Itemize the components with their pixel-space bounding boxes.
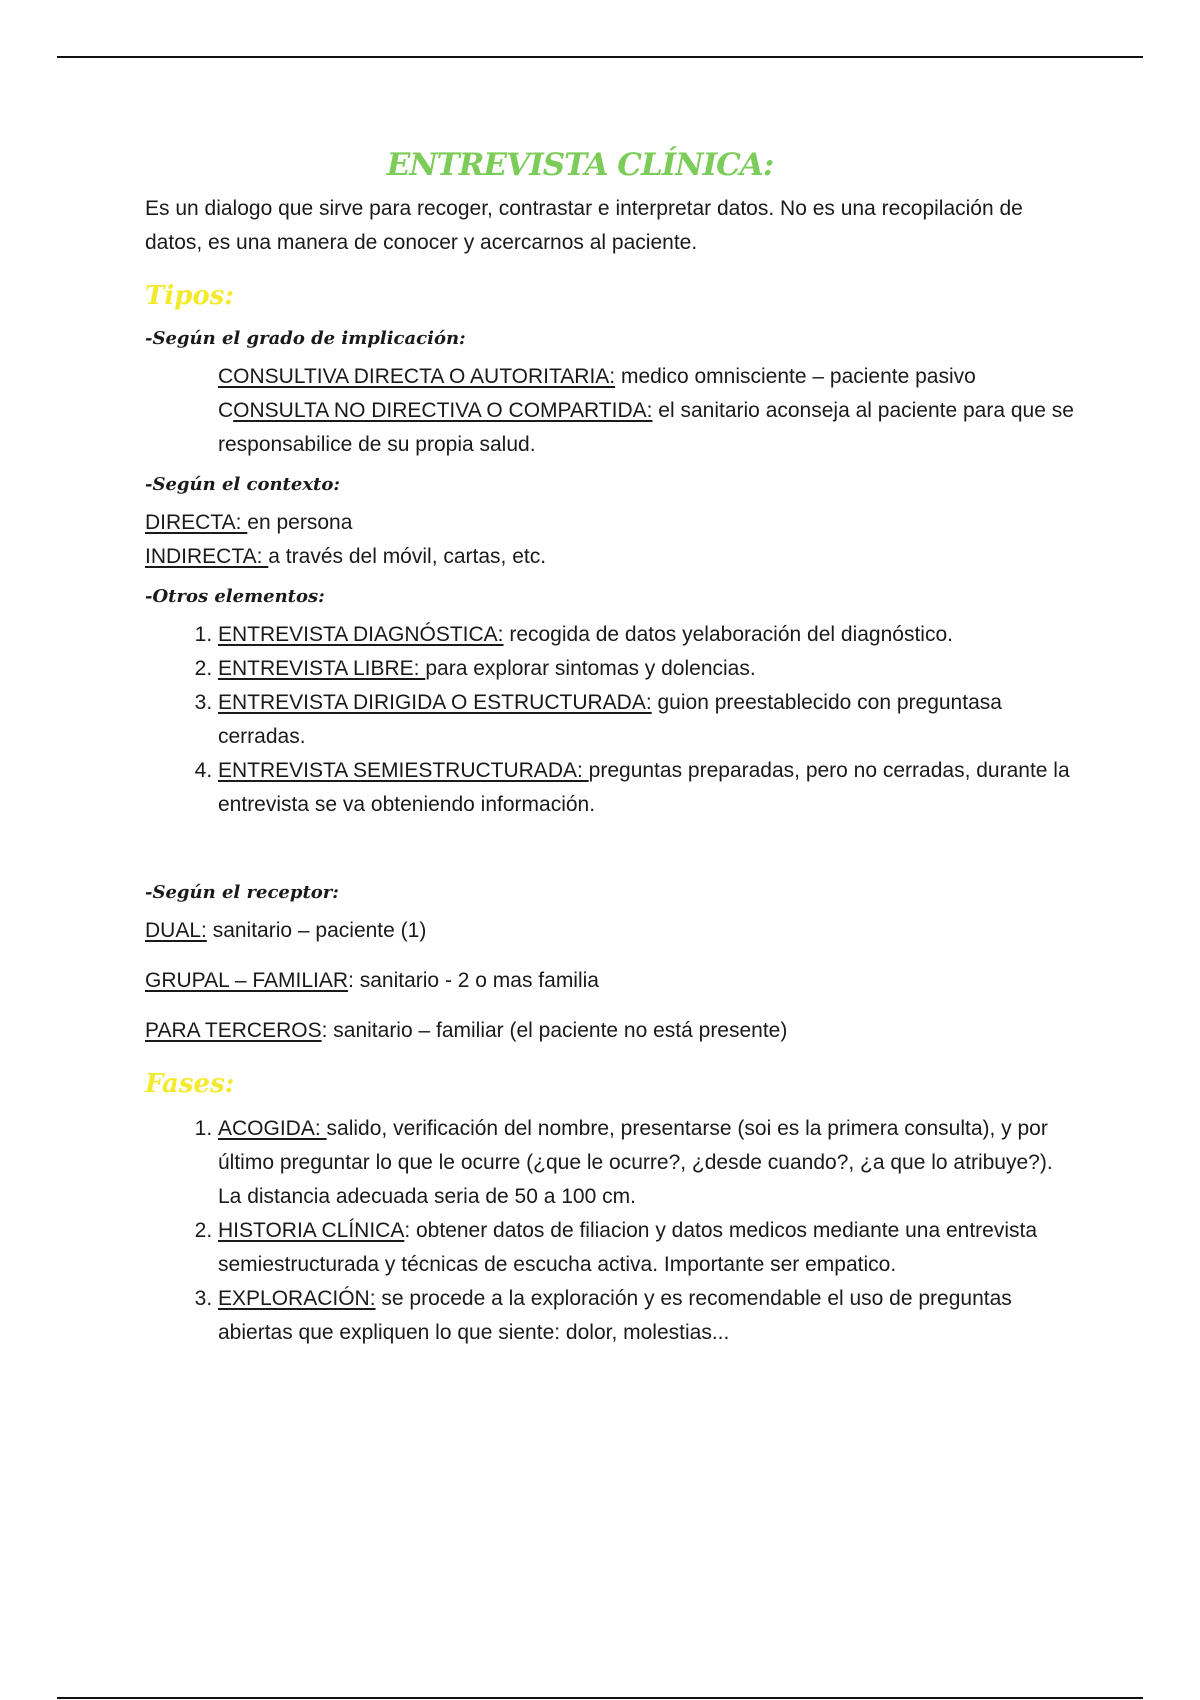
otros-text: preguntas preparadas, pero no cerradas, durante la entrevista se va obteniendo información. — [218, 759, 1070, 816]
otros-term: ENTREVISTA DIRIGIDA O ESTRUCTURADA: — [218, 691, 652, 714]
contexto-list — [145, 506, 1075, 574]
bottom-rule — [57, 1697, 1143, 1699]
implicacion-text: medico omnisciente – paciente pasivo — [615, 365, 976, 388]
list-item — [218, 1214, 1075, 1282]
contexto-item — [145, 506, 1075, 540]
top-rule — [57, 56, 1143, 58]
list-item — [218, 754, 1075, 822]
fases-text: : obtener datos de filiacion y datos medicos mediante una entrevista semiestructurada y técnicas de escucha activa. Importante ser empatico. — [218, 1219, 1038, 1276]
receptor-item — [145, 914, 1075, 948]
subheading-implicacion: -Según el grado de implicación: — [145, 328, 466, 349]
list-item — [218, 652, 1075, 686]
contexto-term: DIRECTA: — [145, 511, 248, 534]
otros-term: ENTREVISTA SEMIESTRUCTURADA: — [218, 759, 589, 782]
fases-text: se procede a la exploración y es recomendable el uso de preguntas abiertas que expliquen lo que siente: dolor, molestias... — [218, 1287, 1012, 1344]
implicacion-text: el sanitario aconseja al paciente para que se responsabilice de su propia salud. — [218, 399, 1074, 456]
list-item — [218, 1282, 1075, 1350]
receptor-text: : sanitario - 2 o mas familia — [348, 969, 599, 992]
implicacion-term: ONSULTA NO DIRECTIVA O COMPARTIDA: — [233, 399, 653, 422]
contexto-text: a través del móvil, cartas, etc. — [268, 545, 547, 568]
implicacion-item — [218, 360, 1075, 394]
fases-list — [145, 1112, 1075, 1350]
receptor-item — [145, 1014, 1075, 1048]
otros-term: ENTREVISTA DIAGNÓSTICA: — [218, 623, 504, 646]
fases-term: HISTORIA CLÍNICA — [218, 1219, 405, 1242]
receptor-list — [145, 914, 1075, 1048]
otros-text: recogida de datos yelaboración del diagnóstico. — [503, 623, 953, 646]
receptor-item — [145, 964, 1075, 998]
contexto-item — [145, 540, 1075, 574]
section-heading-tipos: Tipos: — [145, 281, 234, 311]
fases-text: salido, verificación del nombre, presentarse (soi es la primera consulta), y por último preguntar lo que le ocurre (¿que le ocurre?, ¿desde cuando?, ¿a que lo atribuye?). La distancia adecuada seria de 50 a 100 cm. — [218, 1117, 1053, 1208]
contexto-term: INDIRECTA: — [145, 545, 269, 568]
list-item — [218, 686, 1075, 754]
spacer — [145, 830, 1075, 870]
contexto-text: en persona — [247, 511, 353, 534]
otros-text: para explorar sintomas y dolencias. — [425, 657, 756, 680]
list-item — [218, 1112, 1075, 1214]
fases-term: ACOGIDA: — [218, 1117, 327, 1140]
section-heading-fases: Fases: — [145, 1069, 235, 1099]
subheading-otros: -Otros elementos: — [145, 586, 325, 607]
receptor-text: sanitario – paciente (1) — [206, 919, 427, 942]
implicacion-item — [218, 394, 1075, 462]
page-title: ENTREVISTA CLÍNICA: — [386, 147, 774, 183]
subheading-receptor: -Según el receptor: — [145, 882, 339, 903]
receptor-term: GRUPAL – FAMILIAR — [145, 969, 349, 992]
fases-term: EXPLORACIÓN: — [218, 1287, 376, 1310]
receptor-term: DUAL: — [145, 919, 207, 942]
list-item — [218, 618, 1075, 652]
receptor-term: PARA TERCEROS — [145, 1019, 322, 1042]
document-body — [145, 140, 1075, 1358]
implicacion-term: CONSULTIVA DIRECTA O AUTORITARIA: — [218, 365, 616, 388]
receptor-text: : sanitario – familiar (el paciente no está presente) — [321, 1019, 788, 1042]
otros-text: guion preestablecido con preguntasa cerradas. — [218, 691, 1002, 748]
otros-term: ENTREVISTA LIBRE: — [218, 657, 426, 680]
subheading-contexto: -Según el contexto: — [145, 474, 341, 495]
otros-list — [145, 618, 1075, 822]
intro-paragraph: Es un dialogo que sirve para recoger, contrastar e interpretar datos. No es una recopilación de datos, es una manera de conocer y acercarnos al paciente. — [145, 197, 1023, 254]
implicacion-list — [145, 360, 1075, 462]
implicacion-term-prefix: C — [218, 399, 234, 422]
